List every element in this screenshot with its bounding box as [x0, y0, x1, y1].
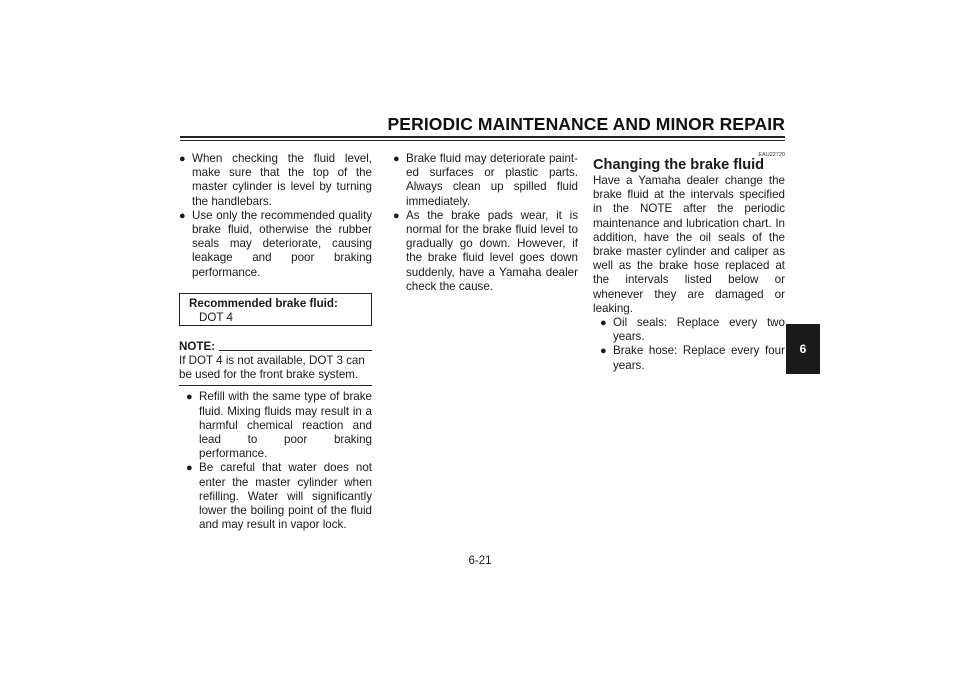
column-middle — [393, 152, 578, 294]
column-right — [593, 152, 785, 373]
bullet-list — [393, 152, 578, 294]
list-item: ● Brake fluid may deteriorate paint-ed surfaces or plastic parts. Always clean up spilled fluid immediately. — [393, 152, 578, 209]
section-title: Changing the brake fluid — [593, 157, 765, 173]
column-left — [179, 152, 372, 532]
list-item: ● Refill with the same type of brake fluid. Mixing fluids may result in a harmful chemical reaction and lead to poor braking performance. — [186, 390, 372, 461]
page-header-title: PERIODIC MAINTENANCE AND MINOR REPAIR — [387, 114, 785, 134]
chapter-tab: 6 — [786, 324, 820, 374]
list-item: ● Brake hose: Replace every four years. — [600, 344, 785, 372]
section-paragraph: Have a Yamaha dealer change the brake fluid at the intervals specified in the NOTE after the periodic maintenance and lubrication chart. In addition, have the oil seals of the brake master cylinder and caliper as well as the brake hose replaced at the intervals listed below or whenever they are damaged or leaking. — [593, 174, 785, 315]
list-item: ● Use only the recommended quality brake fluid, otherwise the rubber seals may deteriorate, causing leakage and poor braking performance. — [179, 209, 372, 280]
page-number: 6-21 — [468, 555, 492, 567]
list-item: ● Oil seals: Replace every two years. — [600, 316, 785, 344]
recommended-fluid-box — [179, 293, 372, 326]
note-end-rule — [179, 385, 372, 386]
recommended-fluid-title: Recommended brake fluid: — [189, 296, 338, 310]
bullet-list — [179, 152, 372, 280]
note-rule — [219, 350, 372, 351]
recommended-fluid-value: DOT 4 — [199, 311, 233, 325]
list-item: ● As the brake pads wear, it is normal for the brake fluid level to gradually go down. However, if the brake fluid level goes down suddenly, have a Yamaha dealer check the cause. — [393, 209, 578, 294]
header-rule-thick — [180, 136, 785, 138]
bullet-list-2 — [179, 390, 372, 532]
bullet-list — [593, 316, 785, 373]
header-rule-thin — [180, 140, 785, 141]
reference-code: EAU22720 — [758, 152, 785, 158]
list-item: ● When checking the fluid level, make sure that the top of the master cylinder is level by turning the handlebars. — [179, 152, 372, 209]
list-item: ● Be careful that water does not enter the master cylinder when refilling. Water will significantly lower the boiling point of the fluid and may result in vapor lock. — [186, 461, 372, 532]
note-heading — [179, 340, 372, 354]
note-text: If DOT 4 is not available, DOT 3 can be used for the front brake system. — [179, 354, 365, 382]
note-label: NOTE: — [179, 339, 216, 353]
